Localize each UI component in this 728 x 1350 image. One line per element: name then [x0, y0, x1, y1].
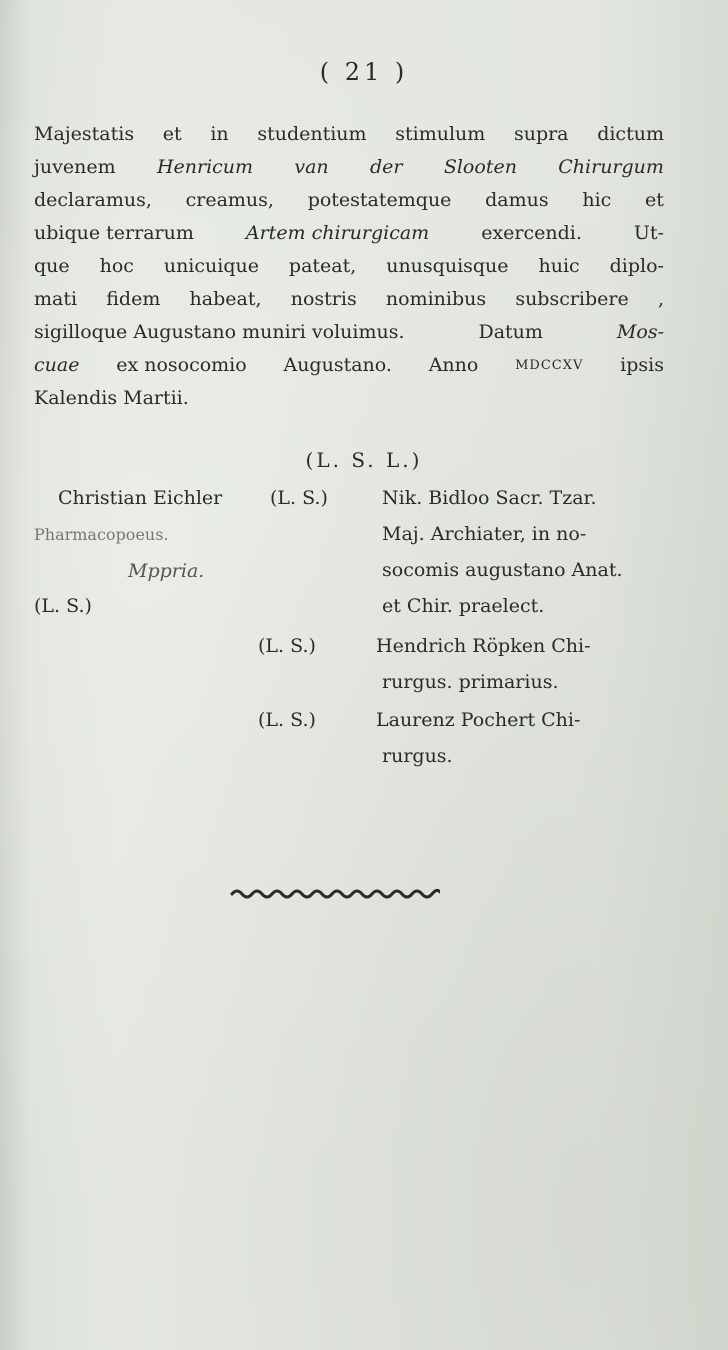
word: ,: [657, 288, 664, 310]
text-line-4: [34, 217, 664, 250]
text-line-1: [34, 118, 664, 151]
word: damus: [485, 189, 549, 211]
word: dictum: [597, 123, 664, 145]
word: Majestatis: [34, 123, 135, 145]
signature-ropken-line-1: Hendrich Röpken Chi-: [376, 635, 591, 657]
italic-word: Henricum: [156, 156, 254, 178]
word: ipsis: [620, 354, 664, 376]
italic-word: Slooten: [443, 156, 517, 178]
seal-mark-pochert: (L. S.): [258, 709, 316, 731]
word: stimulum: [395, 123, 486, 145]
word: potestatemque: [307, 189, 452, 211]
word: subscribere: [515, 288, 629, 310]
word: juvenem: [34, 156, 116, 178]
word: et: [162, 123, 182, 145]
word: unusquisque: [386, 255, 509, 277]
signature-ropken-line-2: rurgus. primarius.: [382, 671, 559, 693]
word: studentium: [257, 123, 367, 145]
signature-eichler-name: Christian Eichler: [58, 487, 223, 509]
signature-bidloo-line-3: socomis augustano Anat.: [382, 559, 623, 581]
word: nostris: [290, 288, 357, 310]
word: declaramus,: [34, 189, 152, 211]
word: diplo-: [609, 255, 664, 277]
italic-word: cuae: [34, 354, 80, 376]
word: ex nosocomio: [116, 354, 247, 376]
year-roman: MDCCXV: [515, 358, 584, 373]
seal-mark-left: (L. S.): [34, 595, 92, 617]
word: habeat,: [189, 288, 262, 310]
word: ubique terrarum: [34, 222, 194, 244]
word: fidem: [106, 288, 161, 310]
signature-bidloo-line-1: Nik. Bidloo Sacr. Tzar.: [382, 487, 597, 509]
word: pateat,: [288, 255, 357, 277]
word: que: [34, 255, 70, 277]
italic-word: Chirurgum: [558, 156, 664, 178]
italic-word: Artem chirurgicam: [245, 222, 430, 244]
text-line-9: [34, 382, 664, 415]
word: Augustano.: [283, 354, 392, 376]
text-line-6: [34, 283, 664, 316]
text-line-3: [34, 184, 664, 217]
text-line-5: [34, 250, 664, 283]
word: exercendi.: [481, 222, 582, 244]
word: creamus,: [185, 189, 274, 211]
text-line-8: [34, 349, 664, 382]
body-text: [34, 118, 664, 415]
word: et: [645, 189, 664, 211]
signature-bidloo-line-4: et Chir. praelect.: [382, 595, 545, 617]
word: Datum: [478, 321, 543, 343]
italic-word: der: [370, 156, 403, 178]
word: sigilloque Augustano muniri voluimus.: [34, 321, 405, 343]
signature-pochert-line-2: rurgus.: [382, 745, 453, 767]
word: unicuique: [163, 255, 259, 277]
italic-word: Mos-: [616, 321, 664, 343]
signature-pochert-line-1: Laurenz Pochert Chi-: [376, 709, 581, 731]
wavy-ornament: [230, 886, 440, 900]
word: nominibus: [385, 288, 487, 310]
text-line-7: [34, 316, 664, 349]
word: supra: [513, 123, 569, 145]
word: Anno: [428, 354, 479, 376]
word: Ut-: [633, 222, 664, 244]
word: huic: [538, 255, 580, 277]
word: mati: [34, 288, 78, 310]
word: in: [210, 123, 229, 145]
word: hoc: [99, 255, 134, 277]
seal-mark-ropken: (L. S.): [258, 635, 316, 657]
italic-word: van: [294, 156, 329, 178]
seal-mark-center: (L. S. L.): [305, 448, 423, 472]
signature-bidloo-line-2: Maj. Archiater, in no-: [382, 523, 587, 545]
seal-mark-eichler: (L. S.): [270, 487, 328, 509]
signature-eichler-title: Pharmacopoeus.: [34, 525, 169, 544]
page-number: ( 21 ): [319, 58, 409, 86]
text-line-2: [34, 151, 664, 184]
word: Kalendis Martii.: [34, 387, 189, 409]
signature-mppria: Mppria.: [128, 560, 205, 582]
word: hic: [582, 189, 612, 211]
